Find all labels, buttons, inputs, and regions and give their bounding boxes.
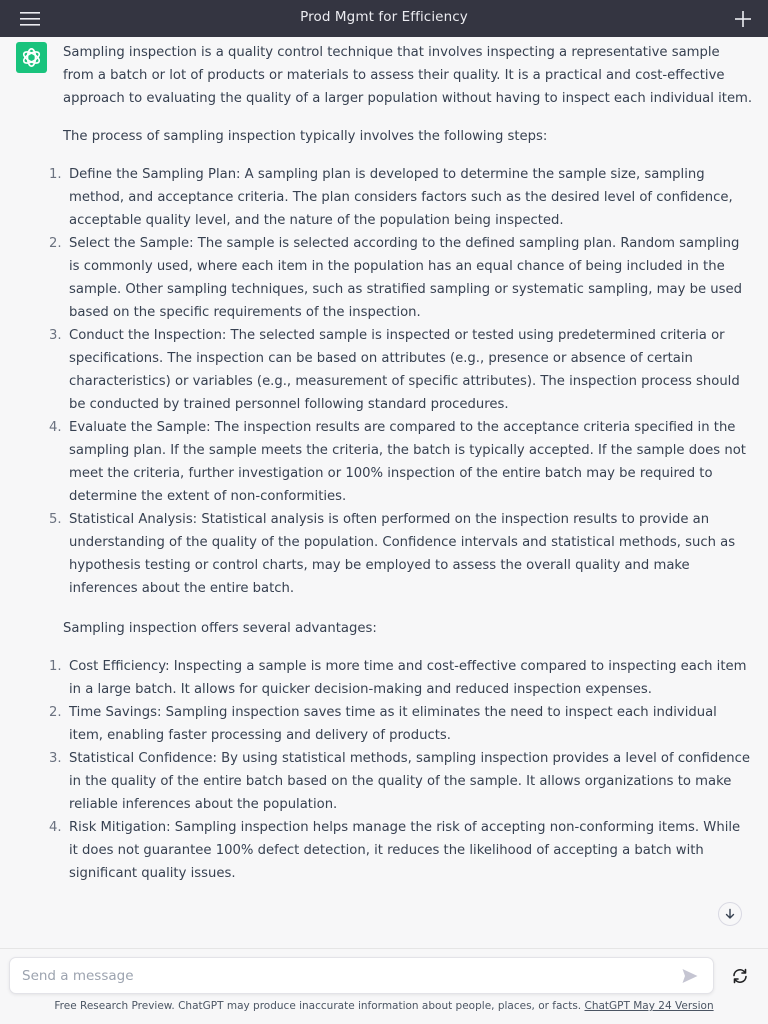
list-number: 3. xyxy=(49,328,62,343)
message-input-box[interactable] xyxy=(9,957,714,994)
send-arrow-icon xyxy=(681,967,699,985)
list-item xyxy=(49,232,753,324)
list-item xyxy=(49,816,753,885)
openai-logo-icon xyxy=(20,46,43,69)
list-item xyxy=(49,701,753,747)
list-item-text: Cost Efficiency: Inspecting a sample is more time and cost-effective compared to inspecting each item in a large batch. It allows for quicker decision-making and reduced inspection expenses. xyxy=(69,659,747,697)
list-number: 4. xyxy=(49,420,62,435)
list-item xyxy=(49,747,753,816)
list-item-text: Time Savings: Sampling inspection saves time as it eliminates the need to inspect each individual item, enabling faster processing and delivery of products. xyxy=(69,705,717,743)
steps-list xyxy=(49,163,753,600)
list-item-text: Conduct the Inspection: The selected sample is inspected or tested using predetermined criteria or specifications. The inspection can be based on attributes (e.g., presence or absence of certain characteristics) or variables (e.g., measurement of specific attributes). The inspection process should be conducted by trained personnel following standard procedures. xyxy=(69,328,740,412)
list-item xyxy=(49,508,753,600)
list-number: 4. xyxy=(49,820,62,835)
regenerate-button[interactable] xyxy=(731,967,749,985)
scroll-to-bottom-button[interactable] xyxy=(718,902,742,926)
top-bar xyxy=(0,0,768,37)
message-input[interactable] xyxy=(22,966,662,986)
list-item-text: Evaluate the Sample: The inspection results are compared to the acceptance criteria specified in the sampling plan. If the sample meets the criteria, the batch is typically accepted. If the sample does not meet the criteria, further investigation or 100% inspection of the entire batch may be required to determine the extent of non-conformities. xyxy=(69,420,746,504)
composer xyxy=(0,949,768,1024)
list-item xyxy=(49,324,753,416)
list-number: 2. xyxy=(49,236,62,251)
footer-disclaimer xyxy=(0,1000,768,1012)
list-item xyxy=(49,416,753,508)
list-number: 5. xyxy=(49,512,62,527)
advantages-list xyxy=(49,655,753,885)
conversation-title: Prod Mgmt for Efficiency xyxy=(300,9,468,25)
list-item xyxy=(49,655,753,701)
list-number: 3. xyxy=(49,751,62,766)
plus-icon[interactable] xyxy=(734,10,752,28)
list-number: 1. xyxy=(49,659,62,674)
list-item-text: Select the Sample: The sample is selected according to the defined sampling plan. Random sampling is commonly used, where each item in the population has an equal chance of being included in the sample. Other sampling techniques, such as stratified sampling or systematic sampling, may be used based on the specific requirements of the inspection. xyxy=(69,236,742,320)
intro-paragraph: Sampling inspection is a quality control technique that involves inspecting a representative sample from a batch or lot of products or materials to assess their quality. It is a practical and cost-effective approach to evaluating the quality of a larger population without having to inspect each individual item. xyxy=(63,45,753,106)
regenerate-icon xyxy=(731,967,749,985)
assistant-avatar xyxy=(16,42,47,73)
version-link[interactable]: ChatGPT May 24 Version xyxy=(584,1000,714,1012)
chat-thread[interactable] xyxy=(0,37,768,949)
list-item-text: Statistical Confidence: By using statistical methods, sampling inspection provides a level of confidence in the quality of the entire batch based on the quality of the sample. It allows organizations to make reliable inferences about the population. xyxy=(69,751,751,812)
list-number: 1. xyxy=(49,167,62,182)
list-item-text: Statistical Analysis: Statistical analysis is often performed on the inspection results to provide an understanding of the quality of the population. Confidence intervals and statistical methods, such as hypothesis testing or control charts, may be employed to assess the overall quality and make inferences about the entire batch. xyxy=(69,512,736,596)
advantages-intro: Sampling inspection offers several advantages: xyxy=(63,621,377,636)
assistant-message xyxy=(49,41,753,885)
list-item-text: Define the Sampling Plan: A sampling plan is developed to determine the sample size, sampling method, and acceptance criteria. The plan considers factors such as the desired level of confidence, acceptable quality level, and the nature of the population being inspected. xyxy=(69,167,733,228)
list-item-text: Risk Mitigation: Sampling inspection helps manage the risk of accepting non-conforming items. While it does not guarantee 100% defect detection, it reduces the likelihood of accepting a batch with significant quality issues. xyxy=(69,820,741,881)
send-button[interactable] xyxy=(681,967,699,985)
list-number: 2. xyxy=(49,705,62,720)
steps-intro: The process of sampling inspection typically involves the following steps: xyxy=(63,129,548,144)
footer-text: Free Research Preview. ChatGPT may produce inaccurate information about people, places, or facts. xyxy=(54,1000,582,1012)
arrow-down-icon xyxy=(724,908,736,920)
list-item xyxy=(49,163,753,232)
